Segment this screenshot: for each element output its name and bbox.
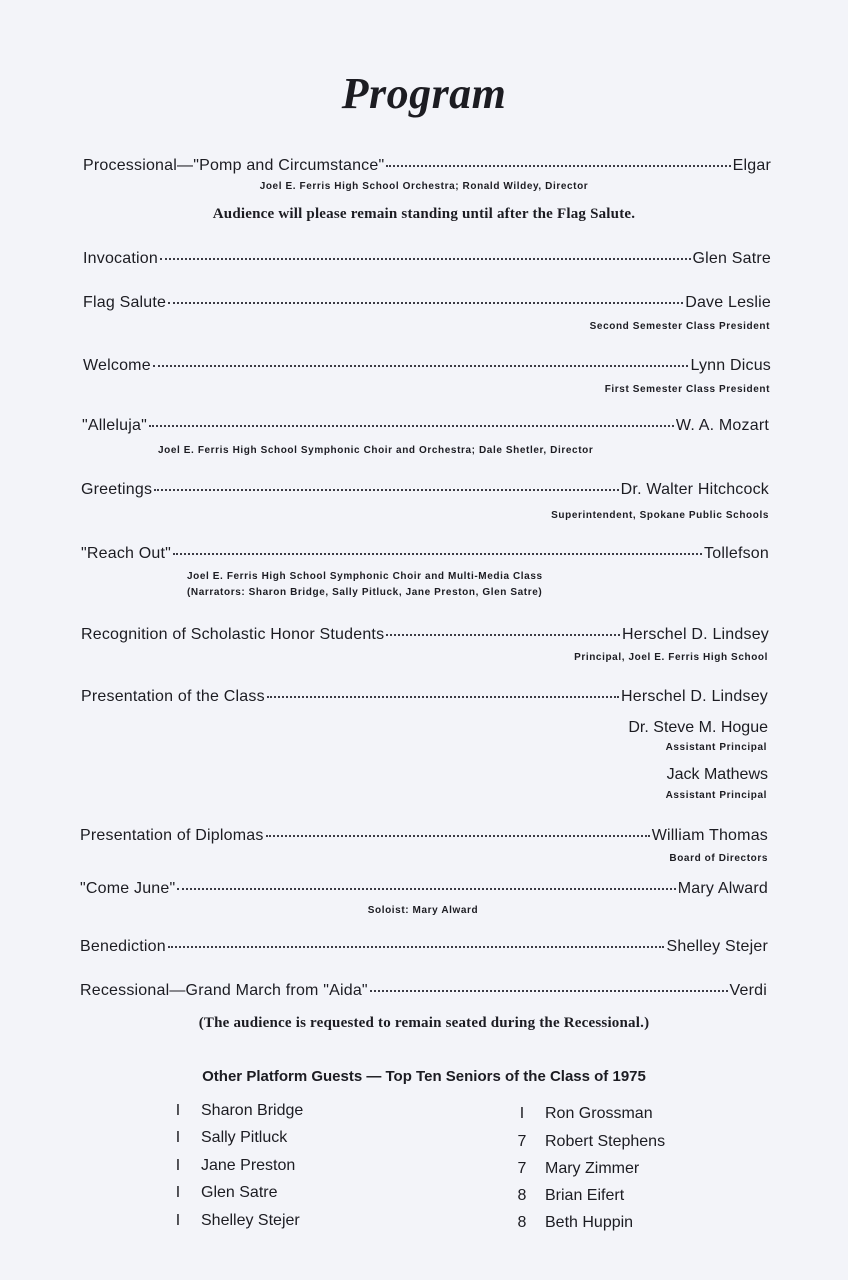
item-name: Presentation of Diplomas [80, 827, 264, 844]
guest-item [173, 1184, 277, 1202]
dot-leader [149, 425, 674, 427]
guest-name: Sharon Bridge [201, 1102, 304, 1119]
guest-name: Beth Huppin [545, 1214, 634, 1231]
item-note: Board of Directors [669, 853, 768, 864]
item-performer: Glen Satre [692, 250, 771, 267]
guest-rank: 7 [517, 1133, 527, 1150]
presenter-name: Dr. Steve M. Hogue [628, 719, 768, 736]
guest-item [517, 1160, 639, 1178]
standing-note: Audience will please remain standing until after the Flag Salute. [212, 206, 636, 222]
guest-name: Robert Stephens [545, 1133, 666, 1150]
guest-item [517, 1105, 653, 1123]
item-name: "Reach Out" [81, 545, 172, 562]
dot-leader [177, 888, 675, 890]
item-note: Superintendent, Spokane Public Schools [551, 510, 769, 521]
dot-leader [173, 553, 702, 555]
item-performer: Lynn Dicus [690, 357, 771, 374]
guest-name: Sally Pitluck [201, 1129, 288, 1146]
dot-leader [160, 258, 691, 260]
item-note: Second Semester Class President [589, 321, 770, 332]
item-name: "Alleluja" [82, 417, 147, 434]
program-item-welcome [83, 357, 771, 375]
item-note: Soloist: Mary Alward [367, 905, 479, 916]
presenter-role: Assistant Principal [665, 742, 767, 753]
guest-rank: I [175, 1184, 181, 1201]
item-name: Processional—"Pomp and Circumstance" [83, 157, 385, 174]
item-note: Joel E. Ferris High School Symphonic Choir and Orchestra; Dale Shetler, Director [158, 445, 594, 456]
guest-rank: I [175, 1102, 181, 1119]
item-performer: Verdi [729, 982, 767, 999]
recessional-note: (The audience is requested to remain seated during the Recessional.) [198, 1015, 650, 1031]
item-name: Welcome [83, 357, 151, 374]
page-title: Program [341, 69, 507, 118]
dot-leader [154, 489, 619, 491]
guests-heading: Other Platform Guests — Top Ten Seniors of the Class of 1975 [202, 1068, 646, 1085]
guest-name: Shelley Stejer [201, 1212, 300, 1229]
presenter-role: Assistant Principal [665, 790, 767, 801]
item-performer: Elgar [732, 157, 771, 174]
guest-item [173, 1157, 295, 1175]
dot-leader [386, 634, 620, 636]
item-note: Principal, Joel E. Ferris High School [574, 652, 768, 663]
item-name: Recessional—Grand March from "Aida" [80, 982, 368, 999]
dot-leader [168, 946, 665, 948]
guest-item [173, 1212, 300, 1230]
program-item-reach-out [81, 545, 769, 563]
item-name: Invocation [83, 250, 158, 267]
program-item-recessional [80, 982, 767, 1000]
dot-leader [267, 696, 619, 698]
item-name: Flag Salute [83, 294, 167, 311]
item-performer: Dave Leslie [685, 294, 771, 311]
dot-leader [370, 990, 728, 992]
item-name: Benediction [80, 938, 166, 955]
guest-name: Mary Zimmer [545, 1160, 640, 1177]
dot-leader [153, 365, 689, 367]
item-performer: Dr. Walter Hitchcock [620, 481, 769, 498]
item-note: Joel E. Ferris High School Orchestra; Ronald Wildey, Director [259, 181, 589, 192]
dot-leader [168, 302, 683, 304]
program-item-presentation-class [81, 688, 768, 706]
item-performer: W. A. Mozart [675, 417, 769, 434]
item-name: Recognition of Scholastic Honor Students [81, 626, 385, 643]
guest-rank: 7 [517, 1160, 527, 1177]
guest-rank: I [175, 1157, 181, 1174]
item-note-narrators: (Narrators: Sharon Bridge, Sally Pitluck, Jane Preston, Glen Satre) [187, 587, 543, 598]
guest-name: Glen Satre [201, 1184, 278, 1201]
item-note: First Semester Class President [604, 384, 770, 395]
program-item-alleluja [82, 417, 769, 435]
guest-name: Brian Eifert [545, 1187, 625, 1204]
item-performer: Mary Alward [677, 880, 768, 897]
program-item-diplomas [80, 827, 768, 845]
program-item-invocation [83, 250, 771, 268]
guest-item [517, 1133, 665, 1151]
item-performer: Herschel D. Lindsey [621, 688, 768, 705]
item-name: Greetings [81, 481, 153, 498]
guest-item [517, 1187, 624, 1205]
guest-name: Ron Grossman [545, 1105, 653, 1122]
item-name: Presentation of the Class [81, 688, 265, 705]
program-item-greetings [81, 481, 769, 499]
guest-rank: I [519, 1105, 525, 1122]
guest-item [173, 1129, 287, 1147]
item-note: Joel E. Ferris High School Symphonic Choir and Multi-Media Class [187, 571, 543, 582]
program-item-recognition [81, 626, 769, 644]
item-performer: Herschel D. Lindsey [622, 626, 769, 643]
program-item-come-june [80, 880, 768, 898]
item-performer: Shelley Stejer [666, 938, 768, 955]
guest-item [173, 1102, 303, 1120]
guest-rank: 8 [517, 1187, 527, 1204]
guest-name: Jane Preston [201, 1157, 296, 1174]
program-item-processional [83, 157, 771, 175]
program-item-benediction [80, 938, 768, 956]
item-performer: Tollefson [704, 545, 769, 562]
program-item-flag-salute [83, 294, 771, 312]
dot-leader [386, 165, 730, 167]
guest-rank: I [175, 1129, 181, 1146]
dot-leader [266, 835, 650, 837]
guest-item [517, 1214, 633, 1232]
guest-rank: I [175, 1212, 181, 1229]
presenter-name: Jack Mathews [666, 766, 768, 783]
item-performer: William Thomas [651, 827, 768, 844]
item-name: "Come June" [80, 880, 176, 897]
guest-rank: 8 [517, 1214, 527, 1231]
